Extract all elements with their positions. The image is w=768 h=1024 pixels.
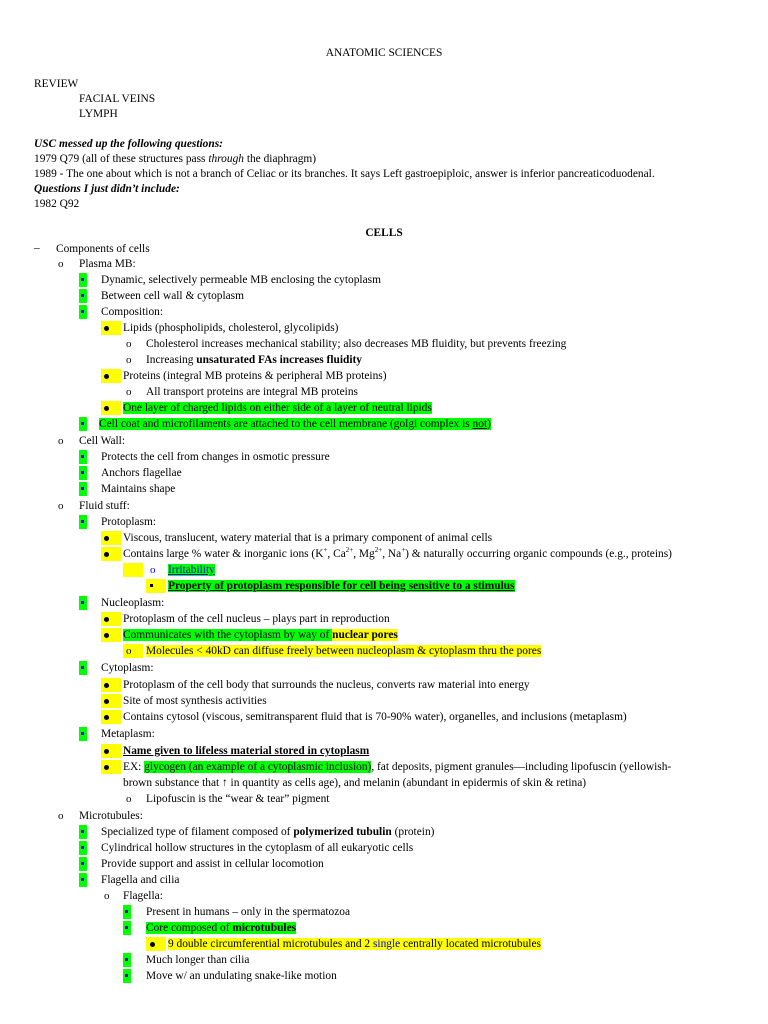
question-1989: 1989 - The one about which is not a branch of Celiac or its branches. It says Left gastroepiploic, answer is inferior pancreaticoduodenal. (34, 168, 655, 180)
square-bullet-icon (81, 422, 84, 425)
list-item: Contains cytosol (viscous, semitransparent fluid that is 70-90% water), organelles, and inclusions (metaplasm) (123, 711, 627, 723)
list-item: Flagella and cilia (101, 874, 180, 886)
circle-bullet: o (58, 435, 64, 447)
document-title: ANATOMIC SCIENCES (325, 47, 443, 59)
fluid-stuff-label: Fluid stuff: (79, 500, 130, 512)
irritability-link[interactable]: Irritability (168, 564, 215, 576)
square-bullet-icon (81, 601, 84, 604)
list-item: Composition: (101, 306, 164, 318)
section-heading: CELLS (365, 227, 403, 239)
list-item: Move w/ an undulating snake-like motion (146, 970, 337, 982)
round-bullet-icon (104, 326, 109, 331)
list-item: Protoplasm of the cell body that surrounds the nucleus, converts raw material into energy (123, 679, 530, 691)
list-item: Between cell wall & cytoplasm (101, 290, 244, 302)
list-item: Site of most synthesis activities (123, 695, 267, 707)
review-item: FACIAL VEINS (79, 93, 156, 105)
circle-bullet: o (126, 645, 132, 657)
bullet-yellow (146, 579, 166, 593)
circle-bullet: o (126, 793, 132, 805)
list-item: Anchors flagellae (101, 467, 182, 479)
list-item: Property of protoplasm responsible for cell being sensitive to a stimulus (168, 580, 515, 592)
circle-bullet: o (126, 354, 132, 366)
square-bullet-icon (81, 520, 84, 523)
question-1982: 1982 Q92 (34, 198, 80, 210)
circle-bullet: o (104, 890, 110, 902)
list-item: Lipofuscin is the “wear & tear” pigment (146, 793, 330, 805)
round-bullet-icon (104, 715, 109, 720)
list-item: Lipids (phospholipids, cholesterol, glycolipids) (123, 322, 339, 334)
list-item-continued: brown substance that ↑ in quantity as cells age), and melanin (abundant in epidermis of skin & retina) (123, 777, 587, 789)
square-bullet-icon (81, 666, 84, 669)
list-item: Cylindrical hollow structures in the cytoplasm of all eukaryotic cells (101, 842, 414, 854)
list-item: Proteins (integral MB proteins & peripheral MB proteins) (123, 370, 387, 382)
square-bullet-icon (81, 862, 84, 865)
list-item: Provide support and assist in cellular locomotion (101, 858, 324, 870)
square-bullet-icon (81, 455, 84, 458)
round-bullet-icon (104, 749, 109, 754)
circle-bullet: o (58, 500, 64, 512)
round-bullet-icon (104, 765, 109, 770)
round-bullet-icon (150, 942, 155, 947)
round-bullet-icon (104, 552, 109, 557)
components-label: Components of cells (56, 243, 150, 255)
circle-bullet: o (58, 810, 64, 822)
not-included-heading: Questions I just didn’t include: (34, 183, 180, 195)
cell-wall-label: Cell Wall: (79, 435, 126, 447)
round-bullet-icon (104, 683, 109, 688)
list-item: Core composed of microtubules (146, 922, 297, 934)
usc-heading: USC messed up the following questions: (34, 138, 223, 150)
list-item: Much longer than cilia (146, 954, 250, 966)
list-item: One layer of charged lipids on either side of a layer of neutral lipids (123, 402, 432, 414)
circle-bullet: o (126, 386, 132, 398)
square-bullet-icon (125, 910, 128, 913)
dash-marker: – (34, 242, 40, 254)
circle-bullet: o (126, 338, 132, 350)
question-1979: 1979 Q79 (all of these structures pass through the diaphragm) (34, 153, 317, 165)
list-item: Cell coat and microfilaments are attached to the cell membrane (golgi complex is not) (99, 418, 491, 430)
square-bullet-icon (125, 926, 128, 929)
microtubules-label: Microtubules: (79, 810, 143, 822)
list-item: Cholesterol increases mechanical stability; also decreases MB fluidity, but prevents freezing (146, 338, 567, 350)
list-item: Molecules < 40kD can diffuse freely between nucleoplasm & cytoplasm thru the pores (146, 645, 542, 657)
bullet-yellow (123, 563, 143, 577)
round-bullet-icon (104, 617, 109, 622)
square-bullet-icon (81, 732, 84, 735)
list-item: Dynamic, selectively permeable MB enclosing the cytoplasm (101, 274, 381, 286)
square-bullet-icon (81, 310, 84, 313)
list-item: Maintains shape (101, 483, 176, 495)
list-item: Name given to lifeless material stored in cytoplasm (123, 745, 370, 757)
protoplasm-label: Protoplasm: (101, 516, 157, 528)
list-item: Present in humans – only in the spermatozoa (146, 906, 351, 918)
square-bullet-icon (81, 487, 84, 490)
nucleoplasm-label: Nucleoplasm: (101, 597, 165, 609)
list-item: Specialized type of filament composed of polymerized tubulin (protein) (101, 826, 435, 838)
circle-bullet: o (150, 564, 156, 576)
bullet-yellow (146, 937, 166, 951)
review-item: LYMPH (79, 108, 118, 120)
square-bullet-icon (125, 958, 128, 961)
square-bullet-icon (81, 878, 84, 881)
flagella-label: Flagella: (123, 890, 163, 902)
plasma-mb-label: Plasma MB: (79, 258, 136, 270)
round-bullet-icon (104, 699, 109, 704)
square-bullet-icon (125, 974, 128, 977)
list-item: 9 double circumferential microtubules and 2 single centrally located microtubules (168, 938, 541, 950)
list-item: Protects the cell from changes in osmotic pressure (101, 451, 330, 463)
square-bullet-icon (81, 278, 84, 281)
square-bullet-icon (81, 830, 84, 833)
review-label: REVIEW (34, 78, 79, 90)
list-item: Contains large % water & inorganic ions (K+, $Ca^{2+}$, $Mg^{2+}$, Na+) & naturally occurring organic compounds (e.g., proteins) (123, 546, 672, 560)
list-item: Communicates with the cytoplasm by way of nuclear pores (123, 629, 398, 641)
list-item: Increasing unsaturated FAs increases fluidity (146, 354, 362, 366)
square-bullet-icon (81, 471, 84, 474)
list-item: Viscous, translucent, watery material that is a primary component of animal cells (123, 532, 493, 544)
square-bullet-icon (81, 846, 84, 849)
round-bullet-icon (104, 536, 109, 541)
square-bullet-icon (81, 294, 84, 297)
metaplasm-label: Metaplasm: (101, 728, 155, 740)
cytoplasm-label: Cytoplasm: (101, 662, 154, 674)
round-bullet-icon (104, 406, 109, 411)
list-item: All transport proteins are integral MB proteins (146, 386, 358, 398)
list-item: EX: glycogen (an example of a cytoplasmic inclusion), fat deposits, pigment granules—including lipofuscin (yellowish- (123, 761, 672, 773)
list-item: Protoplasm of the cell nucleus – plays part in reproduction (123, 613, 390, 625)
circle-bullet: o (58, 258, 64, 270)
round-bullet-icon (104, 374, 109, 379)
square-bullet-icon (150, 584, 153, 587)
round-bullet-icon (104, 633, 109, 638)
